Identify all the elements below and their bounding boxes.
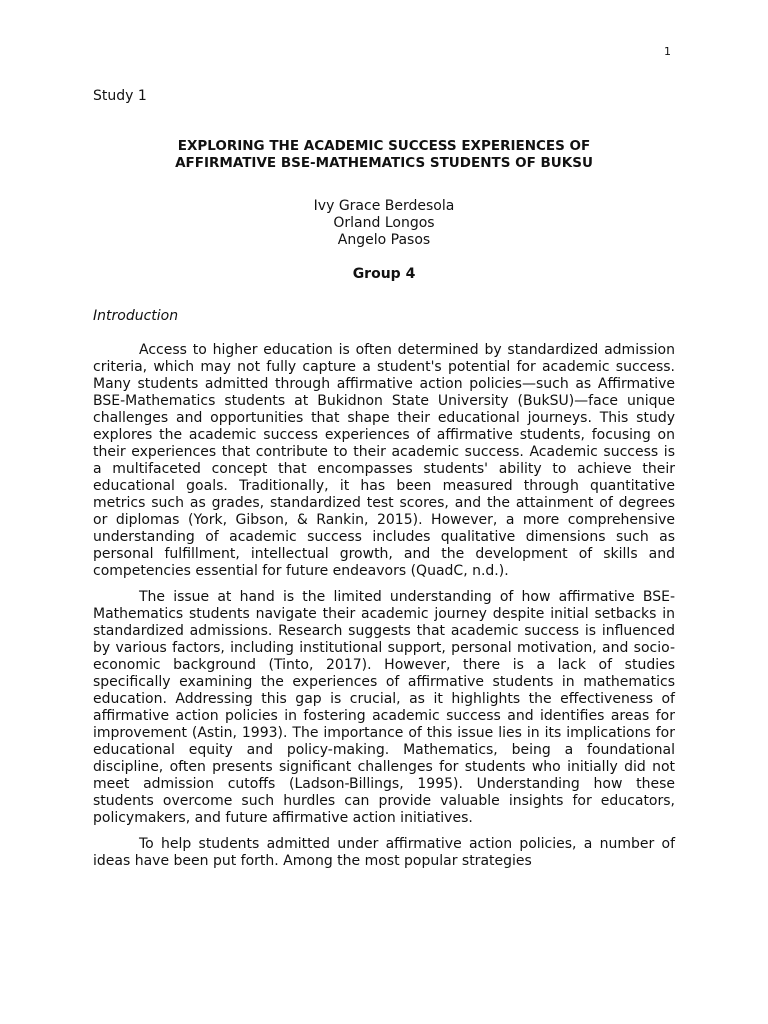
- title-line: EXPLORING THE ACADEMIC SUCCESS EXPERIENCES OF: [177, 138, 591, 154]
- author-name: Orland Longos: [333, 215, 435, 231]
- paragraph: Access to higher education is often determined by standardized admission criteria, which may not fully capture a student's potential for academic success. Many students admitted through affirmative action policies—such as Affirmative BSE-Mathematics students at Bukidnon State University (BukSU)—face unique challenges and opportunities that shape their educational journeys. This study explores the academic success experiences of affirmative students, focusing on their experiences that contribute to their academic success. Academic success is a multifaceted concept that encompasses students' ability to achieve their educational goals. Traditionally, it has been measured through quantitative metrics such as grades, standardized test scores, and the attainment of degrees or diplomas (York, Gibson, & Rankin, 2015). However, a more comprehensive understanding of academic success includes qualitative dimensions such as personal fulfillment, intellectual growth, and the development of skills and competencies essential for future endeavors (QuadC, n.d.).: [93, 342, 675, 579]
- section-heading-introduction: Introduction: [93, 308, 179, 324]
- page-number: 1: [664, 45, 671, 58]
- paper-title: [93, 138, 675, 172]
- body-text: [93, 342, 675, 879]
- author-list: [93, 198, 675, 249]
- study-label: Study 1: [93, 88, 147, 104]
- title-line: AFFIRMATIVE BSE-MATHEMATICS STUDENTS OF BUKSU: [175, 155, 593, 171]
- author-name: Ivy Grace Berdesola: [313, 198, 455, 214]
- group-label: Group 4: [352, 266, 416, 282]
- author-name: Angelo Pasos: [337, 232, 431, 248]
- paragraph: To help students admitted under affirmative action policies, a number of ideas have been put forth. Among the most popular strategies: [93, 836, 675, 869]
- paragraph: The issue at hand is the limited understanding of how affirmative BSE-Mathematics students navigate their academic journey despite initial setbacks in standardized admissions. Research suggests that academic success is influenced by various factors, including institutional support, personal motivation, and socio-economic background (Tinto, 2017). However, there is a lack of studies specifically examining the experiences of affirmative students in mathematics education. Addressing this gap is crucial, as it highlights the effectiveness of affirmative action policies in fostering academic success and identifies areas for improvement (Astin, 1993). The importance of this issue lies in its implications for educational equity and policy-making. Mathematics, being a foundational discipline, often presents significant challenges for students who initially did not meet admission cutoffs (Ladson-Billings, 1995). Understanding how these students overcome such hurdles can provide valuable insights for educators, policymakers, and future affirmative action initiatives.: [93, 589, 675, 826]
